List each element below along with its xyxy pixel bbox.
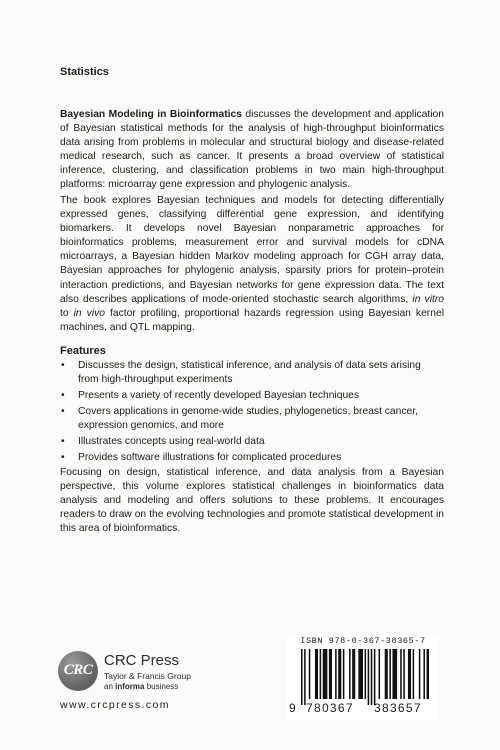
isbn-barcode-block <box>287 635 439 720</box>
barcode-bar <box>403 649 405 699</box>
feature-item <box>60 389 440 403</box>
barcode-digit-first: 9 <box>289 701 297 715</box>
para2-italic-in-vivo: in vivo <box>73 307 105 319</box>
bullet-icon: • <box>61 389 65 401</box>
description-paragraph-2 <box>60 194 444 335</box>
crc-press-logo <box>58 651 268 693</box>
intro-text: discusses the development and application of Bayesian statistical methods for the analysis of high-throughput bioinformatics data arising from problems in molecular and structural biology and disease-related medical research, such as cancer. It presents a broad overview of statistical inference, clustering, and classification problems in two main high-throughput platforms: microarray gene expression and phylogenic analysis. <box>60 109 444 191</box>
business-brand: informa <box>115 682 145 691</box>
bullet-icon: • <box>61 435 65 447</box>
feature-item <box>60 451 440 465</box>
para2-text-c: factor profiling, proportional hazards regression using Bayesian kernel machines, and QTL mapping. <box>60 307 444 333</box>
barcode-bar <box>374 649 376 705</box>
feature-text: Illustrates concepts using real-world data <box>78 435 265 447</box>
barcode-bar <box>329 649 332 699</box>
barcode-bar <box>343 649 345 699</box>
barcode-bar <box>423 649 425 699</box>
barcode-bar <box>320 649 322 699</box>
barcode-bar <box>335 649 337 699</box>
barcode-digits-right: 383657 <box>374 701 422 715</box>
barcode-bar <box>408 649 411 699</box>
barcode-bar <box>379 649 381 699</box>
barcode-bar <box>304 649 306 705</box>
feature-item <box>60 435 440 449</box>
publisher-name: CRC Press <box>104 652 180 669</box>
business-suffix: business <box>146 682 179 691</box>
barcode-bar <box>352 649 355 699</box>
publisher-url[interactable]: www.crcpress.com <box>60 699 170 711</box>
barcode-graphic <box>297 649 429 705</box>
barcode-bar <box>400 649 402 699</box>
barcode-bar <box>358 649 363 699</box>
bullet-icon: • <box>61 405 65 417</box>
description-paragraph-3: Focusing on design, statistical inference, and data analysis from a Bayesian perspective, this volume explores statistical challenges in bioinformatics data analysis and modeling and offers solutions to these problems. It encourages readers to draw on the evolving technologies and promote statistical development in this area of bioinformatics. <box>60 467 444 535</box>
category-label: Statistics <box>60 66 109 78</box>
publisher-group: Taylor & Francis Group <box>104 671 191 681</box>
barcode-digits-left: 780367 <box>306 701 354 715</box>
barcode-bar <box>301 649 303 705</box>
feature-text: Discusses the design, statistical inference, and analysis of data sets arising from high-throughput experiments <box>78 360 421 386</box>
isbn-label: ISBN 978-0-367-38365-7 <box>300 636 426 646</box>
crc-logo-mark: CRC <box>63 662 93 678</box>
barcode-bar <box>389 649 391 699</box>
barcode-bar <box>315 649 318 699</box>
feature-text: Presents a variety of recently developed Bayesian techniques <box>78 389 360 401</box>
crc-logo-icon <box>58 651 98 691</box>
feature-item <box>60 405 440 433</box>
feature-text: Covers applications in genome-wide studies, phylogenetics, breast cancer, expression genomics, and more <box>78 405 418 431</box>
features-heading: Features <box>60 345 106 357</box>
barcode-bar <box>371 649 373 705</box>
para2-text-a: The book explores Bayesian techniques and models for detecting differentially expressed genes, classifying differential gene expression, and identifying biomarkers. It develops novel Bayesian nonparametric approaches for bioinformatics problems, measurement error and survival models for cDNA microarrays, a Bayesian hidden Markov modeling approach for CGH array data, Bayesian approaches for phylogenic analysis, sparsity priors for protein–protein interaction predictions, and Bayesian networks for gene expression data. The text also describes applications of mode-oriented stochastic search algorithms, <box>60 195 444 305</box>
barcode-bar <box>349 649 351 699</box>
bullet-icon: • <box>61 451 65 463</box>
publisher-business <box>104 682 178 691</box>
barcode-bar <box>368 649 370 705</box>
barcode-bar <box>427 649 429 699</box>
barcode-bar <box>338 649 341 699</box>
barcode-bar <box>309 649 311 699</box>
description-paragraph-1 <box>60 108 444 193</box>
barcode-bar <box>385 649 388 699</box>
para2-text-b: to <box>60 307 69 319</box>
book-title: Bayesian Modeling in Bioinformatics <box>60 109 242 120</box>
business-prefix: an <box>104 682 113 691</box>
feature-text: Provides software illustrations for complicated procedures <box>78 451 342 463</box>
barcode-bar <box>392 649 397 699</box>
barcode-bar <box>413 649 415 699</box>
barcode-bar <box>365 649 367 699</box>
features-list <box>60 359 440 467</box>
bullet-icon: • <box>61 360 65 371</box>
para2-italic-in-vitro: in vitro <box>412 293 444 305</box>
barcode-bar <box>323 649 328 699</box>
feature-item <box>60 359 440 387</box>
barcode-bar <box>419 649 421 699</box>
